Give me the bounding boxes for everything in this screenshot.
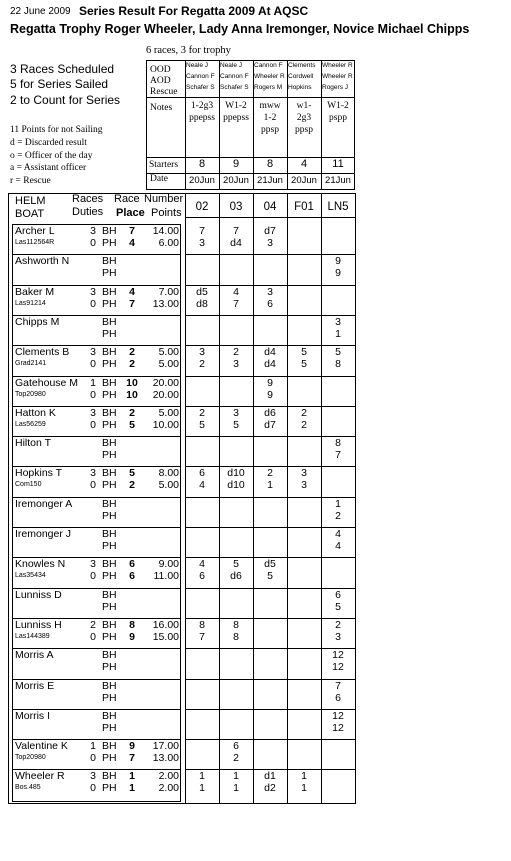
bh-race-result: 12 bbox=[332, 649, 344, 661]
rescue-name: Rogers J bbox=[322, 84, 349, 91]
bh-race-result: 5 bbox=[335, 346, 341, 358]
bh-label: BH bbox=[102, 225, 117, 237]
race-date: 20Jun bbox=[223, 175, 249, 186]
ph-label: PH bbox=[102, 752, 117, 764]
race-column-header: 03 bbox=[229, 201, 243, 213]
ph-label: PH bbox=[102, 661, 117, 673]
boat-id: Com150 bbox=[15, 481, 42, 488]
schedule-line-2: 5 for Series Sailed bbox=[10, 77, 109, 91]
bh-race-result: 2 bbox=[199, 407, 205, 419]
races-count: 3 bbox=[90, 225, 96, 237]
helm-header: HELM bbox=[15, 195, 46, 207]
ph-race-result: 3 bbox=[301, 479, 307, 491]
ph-race-result: 3 bbox=[335, 631, 341, 643]
legend-line-2: d = Discarded result bbox=[10, 138, 87, 148]
bh-race-result: 5 bbox=[233, 558, 239, 570]
bh-points: 2.00 bbox=[158, 770, 179, 782]
ph-race-result: 6 bbox=[267, 298, 273, 310]
ph-race-result: 2 bbox=[335, 510, 341, 522]
races-note: 6 races, 3 for trophy bbox=[146, 45, 231, 56]
boat-id: Las56259 bbox=[15, 421, 46, 428]
bh-race-result: 6 bbox=[199, 467, 205, 479]
aod-name: Wheeler R bbox=[322, 73, 353, 80]
points-header: Points bbox=[151, 207, 182, 219]
ph-race-result: 1 bbox=[267, 479, 273, 491]
duties-count: 0 bbox=[90, 389, 96, 401]
bh-race-result: 4 bbox=[199, 558, 205, 570]
bh-points: 17.00 bbox=[152, 740, 179, 752]
bh-label: BH bbox=[102, 680, 117, 692]
bh-label: BH bbox=[102, 619, 117, 631]
bh-race-result: 7 bbox=[199, 225, 205, 237]
bh-race-result: 8 bbox=[335, 437, 341, 449]
bh-race-result: 3 bbox=[267, 286, 273, 298]
race-header: Race bbox=[114, 193, 140, 205]
races-count: 3 bbox=[90, 286, 96, 298]
bh-label: BH bbox=[102, 589, 117, 601]
helm-name: Iremonger A bbox=[15, 498, 73, 510]
helm-name: Hopkins T bbox=[15, 467, 63, 479]
ph-race-result: 1 bbox=[233, 782, 239, 794]
label-starters: Starters bbox=[149, 160, 179, 170]
bh-race-result: d6 bbox=[264, 407, 276, 419]
bh-race-result: 8 bbox=[233, 619, 239, 631]
bh-race-result: d7 bbox=[264, 225, 276, 237]
bh-place: 6 bbox=[129, 558, 135, 570]
ph-race-result: d2 bbox=[264, 782, 276, 794]
ph-race-result: 2 bbox=[199, 358, 205, 370]
ph-race-result: 4 bbox=[335, 540, 341, 552]
helm-name: Knowles N bbox=[15, 558, 66, 570]
helm-name: Morris I bbox=[15, 710, 50, 722]
ph-race-result: 1 bbox=[199, 782, 205, 794]
ph-points: 5.00 bbox=[158, 358, 179, 370]
boat-id: Top20980 bbox=[15, 754, 46, 761]
ph-race-result: 9 bbox=[335, 267, 341, 279]
duties-count: 0 bbox=[90, 752, 96, 764]
bh-points: 16.00 bbox=[152, 619, 179, 631]
duties-count: 0 bbox=[90, 570, 96, 582]
bh-race-result: 7 bbox=[233, 225, 239, 237]
boat-id: Las91214 bbox=[15, 300, 46, 307]
ph-place: 1 bbox=[129, 782, 135, 794]
bh-place: 7 bbox=[129, 225, 135, 237]
ph-label: PH bbox=[102, 540, 117, 552]
bh-place: 2 bbox=[129, 407, 135, 419]
ph-place: 2 bbox=[129, 358, 135, 370]
bh-place: 8 bbox=[129, 619, 135, 631]
legend-line-3: o = Officer of the day bbox=[10, 151, 93, 161]
bh-race-result: 1 bbox=[335, 498, 341, 510]
ph-label: PH bbox=[102, 358, 117, 370]
ph-race-result: 12 bbox=[332, 661, 344, 673]
report-subtitle: Regatta Trophy Roger Wheeler, Lady Anna Iremonger, Novice Michael Chipps bbox=[10, 22, 470, 36]
duties-count: 0 bbox=[90, 419, 96, 431]
ph-place: 2 bbox=[129, 479, 135, 491]
bh-race-result: 3 bbox=[199, 346, 205, 358]
bh-race-result: 9 bbox=[267, 377, 273, 389]
place-header: Place bbox=[116, 207, 145, 219]
bh-points: 9.00 bbox=[158, 558, 179, 570]
ph-race-result: 5 bbox=[267, 570, 273, 582]
bh-label: BH bbox=[102, 558, 117, 570]
races-count: 3 bbox=[90, 770, 96, 782]
bh-race-result: 2 bbox=[301, 407, 307, 419]
bh-place: 1 bbox=[129, 770, 135, 782]
aod-name: Cannon F bbox=[186, 73, 215, 80]
bh-race-result: 1 bbox=[199, 770, 205, 782]
bh-label: BH bbox=[102, 740, 117, 752]
ood-name: Cannon F bbox=[254, 62, 283, 69]
ph-place: 7 bbox=[129, 298, 135, 310]
boat-id: Top20980 bbox=[15, 391, 46, 398]
ph-label: PH bbox=[102, 722, 117, 734]
duties-count: 0 bbox=[90, 237, 96, 249]
bh-race-result: 3 bbox=[335, 316, 341, 328]
bh-race-result: d4 bbox=[264, 346, 276, 358]
report-date: 22 June 2009 bbox=[10, 6, 71, 17]
ph-label: PH bbox=[102, 419, 117, 431]
rescue-name: Schafer S bbox=[220, 84, 249, 91]
ph-race-result: 5 bbox=[335, 601, 341, 613]
bh-label: BH bbox=[102, 710, 117, 722]
race-note: 2g3 bbox=[296, 113, 312, 123]
ph-race-result: 4 bbox=[199, 479, 205, 491]
helm-name: Baker M bbox=[15, 286, 55, 298]
bh-race-result: 12 bbox=[332, 710, 344, 722]
ph-race-result: 2 bbox=[233, 752, 239, 764]
race-date: 21Jun bbox=[257, 175, 283, 186]
ph-points: 2.00 bbox=[158, 782, 179, 794]
bh-race-result: 9 bbox=[335, 255, 341, 267]
bh-label: BH bbox=[102, 649, 117, 661]
race-note: mww bbox=[259, 101, 281, 111]
ph-race-result: 6 bbox=[199, 570, 205, 582]
bh-race-result: 8 bbox=[199, 619, 205, 631]
bh-race-result: 2 bbox=[267, 467, 273, 479]
ph-race-result: 3 bbox=[199, 237, 205, 249]
boat-id: Bos.485 bbox=[15, 784, 41, 791]
ph-points: 20.00 bbox=[152, 389, 179, 401]
race-note: ppsp bbox=[295, 125, 313, 135]
helm-name: Hilton T bbox=[15, 437, 51, 449]
bh-label: BH bbox=[102, 770, 117, 782]
race-note: 1-2g3 bbox=[190, 101, 214, 111]
ph-race-result: 8 bbox=[233, 631, 239, 643]
bh-race-result: 1 bbox=[233, 770, 239, 782]
label-date: Date bbox=[150, 174, 168, 184]
helm-name: Chipps M bbox=[15, 316, 60, 328]
ph-race-result: 3 bbox=[233, 358, 239, 370]
ph-race-result: 8 bbox=[335, 358, 341, 370]
ph-race-result: d10 bbox=[227, 479, 245, 491]
rescue-name: Schafer S bbox=[186, 84, 215, 91]
aod-name: Wheeler R bbox=[254, 73, 285, 80]
ph-race-result: 7 bbox=[199, 631, 205, 643]
ph-race-result: 3 bbox=[267, 237, 273, 249]
race-note: pspp bbox=[329, 113, 347, 123]
bh-label: BH bbox=[102, 437, 117, 449]
ph-place: 9 bbox=[129, 631, 135, 643]
bh-points: 5.00 bbox=[158, 407, 179, 419]
bh-label: BH bbox=[102, 255, 117, 267]
bh-points: 8.00 bbox=[158, 467, 179, 479]
bh-points: 7.00 bbox=[158, 286, 179, 298]
helm-name: Clements B bbox=[15, 346, 70, 358]
race-starters: 9 bbox=[232, 158, 240, 170]
duties-count: 0 bbox=[90, 298, 96, 310]
boat-id: Las112564R bbox=[15, 239, 55, 246]
bh-label: BH bbox=[102, 498, 117, 510]
bh-race-result: 2 bbox=[335, 619, 341, 631]
ph-label: PH bbox=[102, 692, 117, 704]
label-notes: Notes bbox=[150, 103, 173, 113]
duties-count: 0 bbox=[90, 479, 96, 491]
race-info-divider bbox=[146, 173, 355, 174]
bh-label: BH bbox=[102, 316, 117, 328]
races-count: 3 bbox=[90, 558, 96, 570]
race-starters: 11 bbox=[332, 158, 344, 170]
ph-race-result: 5 bbox=[301, 358, 307, 370]
helm-name: Lunniss D bbox=[15, 589, 62, 601]
ph-place: 6 bbox=[129, 570, 135, 582]
header-divider bbox=[185, 217, 355, 218]
ph-race-result: d4 bbox=[264, 358, 276, 370]
bh-race-result: d5 bbox=[264, 558, 276, 570]
ph-label: PH bbox=[102, 389, 117, 401]
bh-race-result: 3 bbox=[301, 467, 307, 479]
ph-label: PH bbox=[102, 510, 117, 522]
bh-race-result: 4 bbox=[233, 286, 239, 298]
bh-race-result: 5 bbox=[301, 346, 307, 358]
ood-name: Neale J bbox=[186, 62, 209, 69]
duties-count: 0 bbox=[90, 358, 96, 370]
bh-label: BH bbox=[102, 467, 117, 479]
bh-place: 5 bbox=[129, 467, 135, 479]
helm-name: Hatton K bbox=[15, 407, 56, 419]
race-starters: 8 bbox=[266, 158, 274, 170]
ph-points: 11.00 bbox=[153, 570, 179, 582]
races-count: 2 bbox=[90, 619, 96, 631]
races-count: 3 bbox=[90, 467, 96, 479]
ph-label: PH bbox=[102, 782, 117, 794]
report-title: Series Result For Regatta 2009 At AQSC bbox=[79, 4, 309, 18]
label-rescue: Rescue bbox=[150, 87, 178, 97]
ph-label: PH bbox=[102, 570, 117, 582]
ph-label: PH bbox=[102, 328, 117, 340]
race-note: ppepss bbox=[223, 113, 249, 123]
ph-points: 6.00 bbox=[158, 237, 179, 249]
ph-points: 13.00 bbox=[152, 752, 179, 764]
race-note: W1-2 bbox=[225, 101, 247, 111]
bh-points: 5.00 bbox=[158, 346, 179, 358]
helm-name: Morris E bbox=[15, 680, 55, 692]
results-column-line bbox=[355, 193, 356, 804]
ph-place: 4 bbox=[129, 237, 135, 249]
races-count: 3 bbox=[90, 346, 96, 358]
boat-header: BOAT bbox=[15, 208, 45, 220]
race-info-divider bbox=[146, 97, 355, 98]
helm-name: Morris A bbox=[15, 649, 54, 661]
bh-label: BH bbox=[102, 407, 117, 419]
legend-line-4: a = Assistant officer bbox=[10, 163, 87, 173]
bh-label: BH bbox=[102, 377, 117, 389]
helm-name: Archer L bbox=[15, 225, 55, 237]
bh-place: 4 bbox=[129, 286, 135, 298]
helm-name: Valentine K bbox=[15, 740, 68, 752]
race-column-header: F01 bbox=[294, 201, 314, 213]
race-date: 20Jun bbox=[291, 175, 317, 186]
ph-label: PH bbox=[102, 449, 117, 461]
helm-name: Ashworth N bbox=[15, 255, 70, 267]
helm-name: Gatehouse M bbox=[15, 377, 79, 389]
race-note: w1- bbox=[296, 101, 312, 111]
bh-place: 2 bbox=[129, 346, 135, 358]
race-note: ppsp bbox=[261, 125, 279, 135]
ph-race-result: 5 bbox=[199, 419, 205, 431]
bh-label: BH bbox=[102, 528, 117, 540]
ph-points: 13.00 bbox=[152, 298, 179, 310]
race-note: W1-2 bbox=[327, 101, 349, 111]
aod-name: Cordwell bbox=[288, 73, 314, 80]
ph-label: PH bbox=[102, 237, 117, 249]
ph-race-result: 1 bbox=[301, 782, 307, 794]
bh-race-result: d1 bbox=[264, 770, 276, 782]
ph-label: PH bbox=[102, 601, 117, 613]
ph-label: PH bbox=[102, 479, 117, 491]
race-date: 21Jun bbox=[325, 175, 351, 186]
bh-place: 9 bbox=[129, 740, 135, 752]
ph-race-result: 2 bbox=[301, 419, 307, 431]
bh-label: BH bbox=[102, 286, 117, 298]
bh-race-result: d5 bbox=[196, 286, 208, 298]
races-count: 3 bbox=[90, 407, 96, 419]
ph-race-result: 7 bbox=[233, 298, 239, 310]
ood-name: Clements bbox=[288, 62, 316, 69]
race-note: 1-2 bbox=[263, 113, 277, 123]
duties-header: Duties bbox=[72, 206, 104, 218]
race-starters: 4 bbox=[300, 158, 308, 170]
ph-place: 10 bbox=[126, 389, 138, 401]
boat-id: Las35434 bbox=[15, 572, 46, 579]
aod-name: Cannon F bbox=[220, 73, 249, 80]
race-column-header: 02 bbox=[195, 201, 209, 213]
bh-points: 14.00 bbox=[152, 225, 179, 237]
ph-race-result: 12 bbox=[332, 722, 344, 734]
schedule-line-1: 3 Races Scheduled bbox=[10, 62, 115, 76]
ood-name: Wheeler R bbox=[322, 62, 353, 69]
ph-place: 7 bbox=[129, 752, 135, 764]
bh-race-result: 1 bbox=[301, 770, 307, 782]
bh-race-result: d10 bbox=[227, 467, 245, 479]
label-aod: AOD bbox=[150, 76, 171, 86]
ph-points: 10.00 bbox=[152, 419, 179, 431]
helm-name: Wheeler R bbox=[15, 770, 65, 782]
legend-line-5: r = Rescue bbox=[10, 176, 51, 186]
race-column-header: 04 bbox=[263, 201, 277, 213]
boat-id: Grad2141 bbox=[15, 360, 47, 367]
race-date: 20Jun bbox=[189, 175, 215, 186]
ph-race-result: 9 bbox=[267, 389, 273, 401]
ph-label: PH bbox=[102, 298, 117, 310]
rescue-name: Rogers M bbox=[254, 84, 283, 91]
ph-points: 5.00 bbox=[158, 479, 179, 491]
bh-race-result: 7 bbox=[335, 680, 341, 692]
bh-label: BH bbox=[102, 346, 117, 358]
boat-id: Las144389 bbox=[15, 633, 50, 640]
ph-race-result: 5 bbox=[233, 419, 239, 431]
rescue-name: Hopkins bbox=[288, 84, 312, 91]
ph-label: PH bbox=[102, 267, 117, 279]
legend-line-1: 11 Points for not Sailing bbox=[10, 125, 103, 135]
bh-race-result: 2 bbox=[233, 346, 239, 358]
race-note: ppepss bbox=[189, 113, 215, 123]
bh-race-result: 4 bbox=[335, 528, 341, 540]
bh-race-result: 6 bbox=[233, 740, 239, 752]
ph-race-result: 6 bbox=[335, 692, 341, 704]
bh-place: 10 bbox=[126, 377, 138, 389]
ph-place: 5 bbox=[129, 419, 135, 431]
ph-label: PH bbox=[102, 631, 117, 643]
race-starters: 8 bbox=[198, 158, 206, 170]
ph-race-result: d4 bbox=[230, 237, 242, 249]
bh-race-result: 3 bbox=[233, 407, 239, 419]
helm-name: Lunniss H bbox=[15, 619, 62, 631]
races-count: 1 bbox=[90, 740, 96, 752]
ph-race-result: 1 bbox=[335, 328, 341, 340]
bh-points: 20.00 bbox=[152, 377, 179, 389]
number-header: Number bbox=[144, 193, 184, 205]
ph-points: 15.00 bbox=[152, 631, 179, 643]
races-header: Races bbox=[72, 193, 104, 205]
race-column-header: LN5 bbox=[327, 201, 349, 213]
races-count: 1 bbox=[90, 377, 96, 389]
duties-count: 0 bbox=[90, 782, 96, 794]
schedule-line-3: 2 to Count for Series bbox=[10, 93, 121, 107]
label-ood: OOD bbox=[150, 65, 171, 75]
ph-race-result: d8 bbox=[196, 298, 208, 310]
bh-race-result: 6 bbox=[335, 589, 341, 601]
duties-count: 0 bbox=[90, 631, 96, 643]
ph-race-result: d6 bbox=[230, 570, 242, 582]
ph-race-result: d7 bbox=[264, 419, 276, 431]
ood-name: Neale J bbox=[220, 62, 243, 69]
ph-race-result: 7 bbox=[335, 449, 341, 461]
helm-name: Iremonger J bbox=[15, 528, 72, 540]
